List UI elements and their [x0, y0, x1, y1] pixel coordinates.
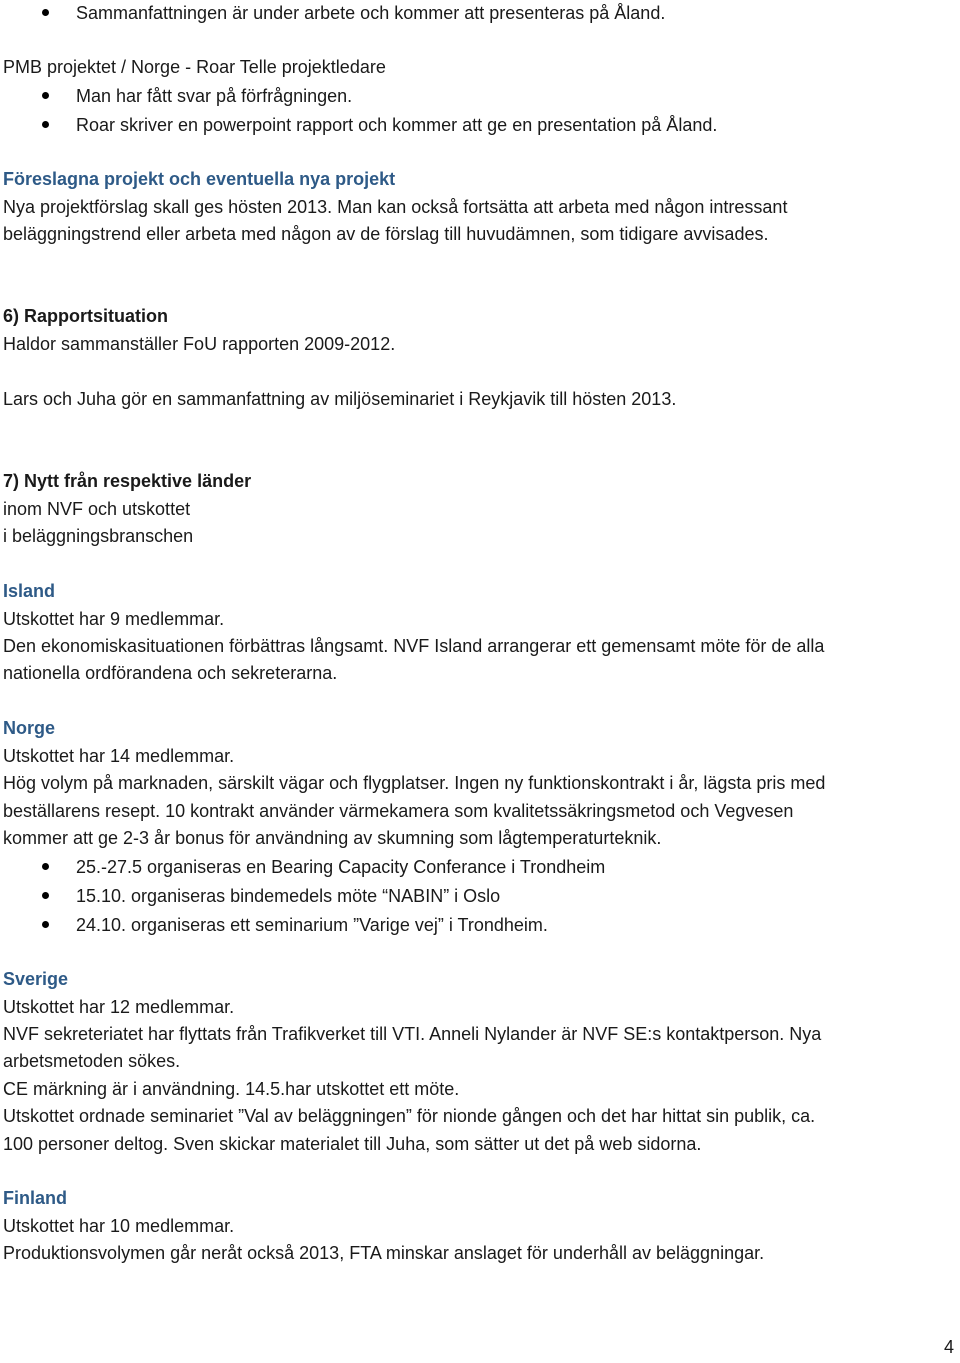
section6-line-1: Haldor sammanställer FoU rapporten 2009-2012. [3, 334, 396, 354]
pmb-heading: PMB projektet / Norge - Roar Telle projektledare [3, 57, 386, 77]
proposed-heading: Föreslagna projekt och eventuella nya projekt [3, 169, 396, 189]
bullet-icon [42, 9, 49, 16]
sverige-heading: Sverige [3, 969, 69, 989]
section7-sub-1: inom NVF och utskottet [3, 499, 191, 519]
norge-heading: Norge [3, 718, 56, 738]
norge-line-3: beställarens resept. 10 kontrakt använder värmekamera som kvalitetssäkringsmetod och Vegvesen [3, 801, 794, 821]
pmb-bullet-2: Roar skriver en powerpoint rapport och kommer att ge en presentation på Åland. [76, 115, 718, 135]
sverige-line-5: Utskottet ordnade seminariet ”Val av beläggningen” för nionde gången och det har hittat sin publik, ca. [3, 1106, 816, 1126]
pmb-bullet-1: Man har fått svar på förfrågningen. [76, 86, 353, 106]
finland-line-1: Utskottet har 10 medlemmar. [3, 1216, 235, 1236]
bullet-icon [42, 892, 49, 899]
sverige-line-4: CE märkning är i användning. 14.5.har utskottet ett möte. [3, 1079, 460, 1099]
section6-heading: 6) Rapportsituation [3, 306, 168, 326]
finland-line-2: Produktionsvolymen går neråt också 2013, FTA minskar anslaget för underhåll av beläggningar. [3, 1243, 765, 1263]
section6-line-2: Lars och Juha gör en sammanfattning av miljöseminariet i Reykjavik till hösten 2013. [3, 389, 677, 409]
page-number: 4 [943, 1337, 954, 1357]
section7-sub-2: i beläggningsbranschen [3, 526, 194, 546]
section7-heading: 7) Nytt från respektive länder [3, 471, 252, 491]
sverige-line-1: Utskottet har 12 medlemmar. [3, 997, 235, 1017]
norge-bullet-1: 25.-27.5 organiseras en Bearing Capacity Conferance i Trondheim [76, 857, 606, 877]
island-heading: Island [3, 581, 56, 601]
finland-heading: Finland [3, 1188, 67, 1208]
sverige-line-2: NVF sekreteriatet har flyttats från Trafikverket till VTI. Anneli Nylander är NVF SE:s kontaktperson. Nya [3, 1024, 822, 1044]
norge-bullet-3: 24.10. organiseras ett seminarium ”Varige vej” i Trondheim. [76, 915, 548, 935]
norge-line-1: Utskottet har 14 medlemmar. [3, 746, 235, 766]
bullet-icon [42, 92, 49, 99]
norge-line-2: Hög volym på marknaden, särskilt vägar och flygplatser. Ingen ny funktionskontrakt i år, lägsta pris med [3, 773, 826, 793]
island-line-3: nationella ordförandena och sekreterarna. [3, 663, 338, 683]
norge-bullet-2: 15.10. organiseras bindemedels möte “NABIN” i Oslo [76, 886, 501, 906]
intro-bullet-text: Sammanfattningen är under arbete och kommer att presenteras på Åland. [76, 3, 666, 23]
norge-line-4: kommer att ge 2-3 år bonus för användning av skumning som lågtemperaturteknik. [3, 828, 662, 848]
bullet-icon [42, 121, 49, 128]
bullet-icon [42, 863, 49, 870]
proposed-line-2: beläggningstrend eller arbeta med någon av de förslag till huvudämnen, som tidigare avvisades. [3, 224, 769, 244]
sverige-line-3: arbetsmetoden sökes. [3, 1051, 181, 1071]
bullet-icon [42, 921, 49, 928]
sverige-line-6: 100 personer deltog. Sven skickar materialet till Juha, som sätter ut det på web sidorna. [3, 1134, 702, 1154]
island-line-1: Utskottet har 9 medlemmar. [3, 609, 225, 629]
proposed-line-1: Nya projektförslag skall ges hösten 2013. Man kan också fortsätta att arbeta med någon intressant [3, 197, 788, 217]
island-line-2: Den ekonomiskasituationen förbättras långsamt. NVF Island arrangerar ett gemensamt möte för de alla [3, 636, 825, 656]
